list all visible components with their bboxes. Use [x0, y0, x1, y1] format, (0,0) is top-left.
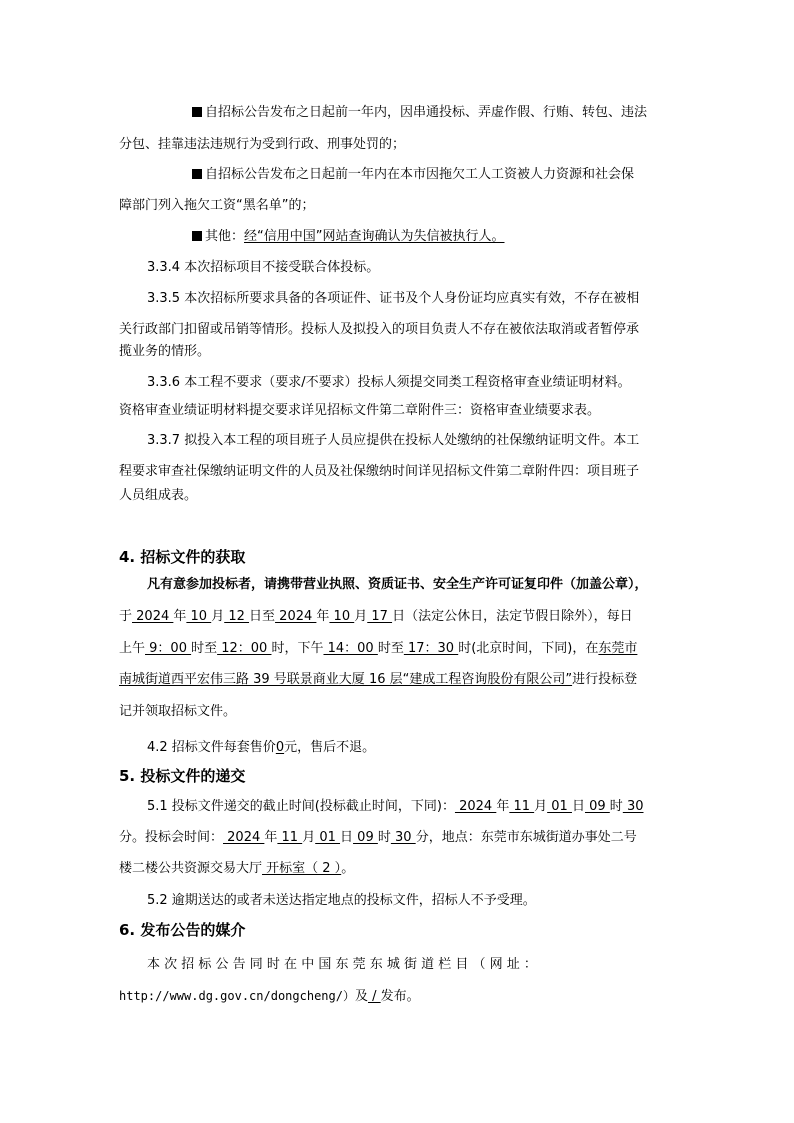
clause-3-3-5: 3.3.5 本次招标所要求具备的各项证件、证书及个人身份证均应真实有效，不存在被相 — [147, 291, 640, 306]
end-month: 10 — [329, 609, 355, 624]
deadline-minute: 30 — [622, 799, 644, 814]
deadline-month: 11 — [509, 799, 535, 814]
clause-3-3-4: 3.3.4 本次招标项目不接受联合体投标。 — [147, 260, 380, 275]
meeting-year: 2024 — [223, 830, 265, 845]
deadline-year: 2024 — [454, 799, 497, 814]
black-square-bullet-icon — [192, 169, 202, 179]
clause-3-3-7: 3.3.7 拟投入本工程的项目班子人员应提供在投标人处缴纳的社保缴纳证明文件。本工 — [147, 433, 640, 448]
section-5-venue-line: 楼二楼公共资源交易大厅 开标室（ 2 ）。 — [119, 861, 355, 876]
section-6-media-line: 本 次 招 标 公 告 同 时 在 中 国 东 莞 东 城 街 道 栏 目 （ 网 址 ： — [147, 957, 537, 972]
opening-room: 开标室（ 2 ） — [262, 861, 342, 876]
clause-3-3-5-cont: 揽业务的情形。 — [119, 344, 211, 359]
meeting-month: 11 — [277, 830, 303, 845]
section-4-address-line: 南城街道西平宏伟三路 39 号联景商业大厦 16 层“建成工程咨询股份有限公司”进行投标登 — [119, 672, 638, 687]
criteria-item-2: 自招标公告发布之日起前一年内在本市因拖欠工人工资被人力资源和社会保 — [192, 167, 634, 183]
pm-start-time: 14：00 — [323, 641, 378, 656]
am-start-time: 9：00 — [145, 641, 192, 656]
pm-end-time: 17：30 — [403, 641, 459, 656]
clause-3-3-7-cont: 人员组成表。 — [119, 488, 198, 503]
criteria-item-2-cont: 障部门列入拖欠工资“黑名单”的； — [119, 198, 315, 213]
deadline-day: 01 — [547, 799, 572, 814]
criteria-item-1-cont: 分包、挂靠违法违规行为受到行政、刑事处罚的； — [119, 137, 406, 152]
start-month: 10 — [186, 609, 212, 624]
section-6-heading: 6. 发布公告的媒介 — [119, 921, 246, 939]
am-end-time: 12：00 — [217, 641, 272, 656]
section-4-time-line: 上午 9：00 时至 12：00 时，下午 14：00 时至 17：30 时(北京时间，下同)，在东莞市 — [119, 641, 638, 656]
section-4-heading: 4. 招标文件的获取 — [119, 548, 246, 566]
section-4-price-line: 4.2 招标文件每套售价0元，售后不退。 — [147, 740, 376, 755]
clause-3-3-5-cont: 关行政部门扣留或吊销等情形。投标人及拟投入的项目负责人不存在被依法取消或者暂停承 — [119, 322, 640, 337]
section-6-url-line: http://www.dg.gov.cn/dongcheng/）及 / 发布。 — [119, 989, 420, 1004]
section-4-date-line: 于 2024 年 10 月 12 日至 2024 年 10 月 17 日（法定公休日，法定节假日除外），每日 — [119, 609, 633, 624]
black-square-bullet-icon — [192, 107, 202, 117]
pickup-address: 南城街道西平宏伟三路 39 号联景商业大厦 16 层“建成工程咨询股份有限公司” — [119, 672, 573, 687]
meeting-hour: 09 — [353, 830, 378, 845]
clause-5-2: 5.2 逾期送达的或者未送达指定地点的投标文件，招标人不予受理。 — [147, 893, 536, 908]
start-year: 2024 — [132, 609, 174, 624]
deadline-hour: 09 — [584, 799, 610, 814]
end-year: 2024 — [275, 609, 317, 624]
start-day: 12 — [224, 609, 250, 624]
meeting-day: 01 — [315, 830, 341, 845]
end-day: 17 — [367, 609, 393, 624]
meeting-minute: 30 — [390, 830, 416, 845]
clause-3-3-7-cont: 程要求审查社保缴纳证明文件的人员及社保缴纳时间详见招标文件第二章附件四：项目班子 — [119, 464, 640, 479]
criteria-item-3: 其他：经“信用中国”网站查询确认为失信被执行人。 — [192, 229, 505, 245]
section-5-heading: 5. 投标文件的递交 — [119, 767, 246, 785]
section-4-register-line: 记并领取招标文件。 — [119, 704, 237, 719]
section-5-deadline-line: 5.1 投标文件递交的截止时间(投标截止时间，下同)： 2024 年 11 月 01 日 09 时 30 — [147, 799, 644, 814]
clause-3-3-6: 3.3.6 本工程不要求（要求/不要求）投标人须提交同类工程资格审查业绩证明材料。 — [147, 375, 631, 390]
other-media: / — [367, 989, 381, 1004]
section-5-meeting-line: 分。投标会时间： 2024 年 11 月 01 日 09 时 30 分，地点：东莞市东城街道办事处二号 — [119, 830, 637, 845]
media-url: http://www.dg.gov.cn/dongcheng/） — [119, 989, 355, 1003]
clause-3-3-6-cont: 资格审查业绩证明材料提交要求详见招标文件第二章附件三：资格审查业绩要求表。 — [119, 403, 601, 418]
section-4-bold-notice: 凡有意参加投标者，请携带营业执照、资质证书、安全生产许可证复印件（加盖公章）， — [147, 577, 648, 592]
black-square-bullet-icon — [192, 231, 202, 241]
pickup-location: 东莞市 — [598, 641, 638, 656]
document-price: 0 — [275, 740, 285, 755]
criteria-item-1: 自招标公告发布之日起前一年内，因串通投标、弄虚作假、行贿、转包、违法 — [192, 105, 647, 121]
